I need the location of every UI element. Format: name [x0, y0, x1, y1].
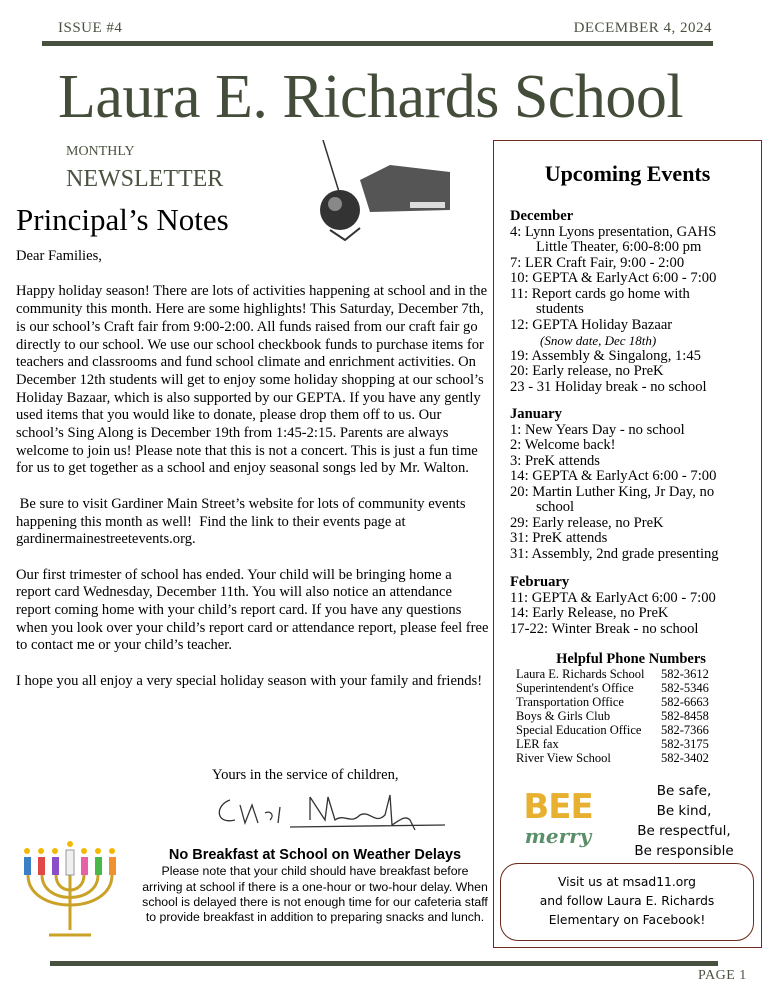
phone-name: LER fax: [516, 737, 559, 751]
phone-row: [516, 709, 746, 723]
month-heading: January: [510, 406, 562, 422]
event-item-cont: school: [536, 499, 575, 515]
event-item: 14: Early Release, no PreK: [510, 605, 669, 621]
phone-name: Superintendent's Office: [516, 681, 634, 695]
breakfast-notice: [140, 848, 490, 925]
event-note: (Snow date, Dec 18th): [540, 333, 657, 348]
phone-name: Special Education Office: [516, 723, 642, 737]
phone-number: 582-6663: [661, 695, 709, 709]
event-item: 2: Welcome back!: [510, 437, 616, 453]
issue-date: DECEMBER 4, 2024: [573, 20, 712, 36]
phone-row: [516, 751, 746, 765]
signature: [210, 785, 450, 835]
bee-merry-graphic: [518, 789, 598, 859]
menorah-icon: [14, 835, 126, 945]
phone-numbers-heading: Helpful Phone Numbers: [556, 651, 706, 667]
phone-row: [516, 737, 746, 751]
phone-number: 582-8458: [661, 709, 709, 723]
header-rule: [42, 41, 713, 46]
event-item: 20: Martin Luther King, Jr Day, no: [510, 483, 715, 500]
school-rules: [614, 781, 754, 861]
breakfast-body: Please note that your child should have breakfast before arriving at school if there is a one-hour or two-hour delay. When school is delayed there is not enough time for our cafeteria staff to provide breakfast in addition to preparing snacks and lunch.: [142, 864, 488, 925]
school-bell-illustration: [315, 140, 455, 242]
rule-line: Be responsible: [634, 843, 734, 859]
event-item-cont: students: [536, 301, 584, 317]
sidebar-box: [493, 140, 762, 948]
event-item: 7: LER Craft Fair, 9:00 - 2:00: [510, 254, 685, 271]
visit-line: Elementary on Facebook!: [548, 913, 706, 927]
phone-name: Transportation Office: [516, 695, 624, 709]
letter-paragraph: Our first trimester of school has ended. Your child will be bringing home a report card Wednesday, December 11th. You will also notice an attendance report coming home with your child’s report card. If you have any questions when you look over your child’s report card or attendance report, please feel free to contact me or your child’s teacher.: [16, 566, 489, 654]
rule-line: Be kind,: [656, 803, 712, 819]
phone-name: River View School: [516, 751, 611, 765]
visit-us-box: [500, 863, 754, 941]
events-december: [510, 209, 760, 395]
merry-word: merry: [524, 824, 592, 848]
event-item: 11: Report cards go home with: [510, 285, 690, 302]
phone-name: Boys & Girls Club: [516, 709, 611, 723]
footer-rule: [50, 961, 718, 966]
letter-paragraph: I hope you all enjoy a very special holiday season with your family and friends!: [16, 672, 483, 689]
phone-row: [516, 695, 746, 709]
phone-row: [516, 681, 746, 695]
phone-number: 582-3175: [661, 737, 709, 751]
breakfast-title: No Breakfast at School on Weather Delays: [168, 847, 462, 863]
event-item: 17-22: Winter Break - no school: [510, 620, 699, 637]
phone-numbers: [516, 651, 746, 765]
event-item: 19: Assembly & Singalong, 1:45: [510, 347, 701, 364]
event-item: 3: PreK attends: [510, 452, 600, 469]
event-item: 23 - 31 Holiday break - no school: [510, 378, 707, 395]
event-item: 12: GEPTA Holiday Bazaar: [510, 316, 673, 333]
closing: Yours in the service of children,: [212, 767, 399, 783]
events-february: [510, 575, 760, 637]
greeting: Dear Families,: [16, 248, 102, 264]
bee-word: BEE: [523, 787, 593, 827]
phone-row: [516, 723, 746, 737]
page-number: PAGE 1: [698, 968, 747, 983]
event-item: 31: Assembly, 2nd grade presenting: [510, 545, 719, 562]
event-item: 14: GEPTA & EarlyAct 6:00 - 7:00: [510, 468, 717, 484]
event-item: 20: Early release, no PreK: [510, 363, 664, 379]
issue-number: ISSUE #4: [58, 20, 123, 36]
rule-line: Be safe,: [656, 783, 712, 799]
visit-line: and follow Laura E. Richards: [539, 894, 715, 908]
event-item: 10: GEPTA & EarlyAct 6:00 - 7:00: [510, 270, 717, 286]
masthead-title: Laura E. Richards School: [58, 63, 684, 131]
month-heading: February: [510, 574, 570, 590]
phone-number: 582-3402: [661, 751, 709, 765]
phone-number: 582-3612: [661, 667, 709, 681]
event-item: 11: GEPTA & EarlyAct 6:00 - 7:00: [510, 589, 716, 606]
phone-number: 582-5346: [661, 681, 709, 695]
month-heading: December: [510, 208, 574, 224]
newsletter-label: NEWSLETTER: [66, 166, 224, 192]
rule-line: Be respectful,: [637, 823, 731, 839]
monthly-label: MONTHLY: [66, 144, 135, 159]
event-item: 1: New Years Day - no school: [510, 421, 685, 438]
phone-number: 582-7366: [661, 723, 709, 737]
event-item: 31: PreK attends: [510, 530, 608, 546]
principal-letter: [16, 248, 490, 708]
events-january: [510, 407, 760, 562]
event-item: 4: Lynn Lyons presentation, GAHS: [510, 223, 717, 240]
upcoming-events-heading: Upcoming Events: [544, 161, 711, 186]
principal-notes-heading: Principal’s Notes: [16, 202, 229, 237]
event-item: 29: Early release, no PreK: [510, 514, 664, 531]
phone-name: Laura E. Richards School: [516, 667, 645, 681]
letter-paragraph: Happy holiday season! There are lots of activities happening at school and in the community this month. Here are some highlights! This Saturday, December 7th, is our school’s Craft fair from 9:00-2:00. All funds raised from our craft fair go directly to our school. We use our school checkbook funds to purchase items for teachers and classrooms and fund school climate and enrichment activities. On December 12th students will get to enjoy some holiday shopping at our school’s Holiday Bazaar, which is also supported by our GEPTA. If you have any gently used items that you would like to donate, please drop them off to us. Our school’s Sing Along is December 19th from 1:45-2:15. Parents are always welcome to join us! Please note that this is not a concert. This is just a fun time for us to get together as a school and enjoy seasonal songs led by Mr. Walton.: [16, 283, 488, 477]
event-item-cont: Little Theater, 6:00-8:00 pm: [536, 239, 702, 255]
visit-line: Visit us at msad11.org: [558, 875, 696, 889]
letter-paragraph: Be sure to visit Gardiner Main Street’s website for lots of community events happening this month as well! Find the link to their events page at gardinermainestreetevents.org.: [16, 495, 470, 548]
phone-row: [516, 667, 746, 681]
